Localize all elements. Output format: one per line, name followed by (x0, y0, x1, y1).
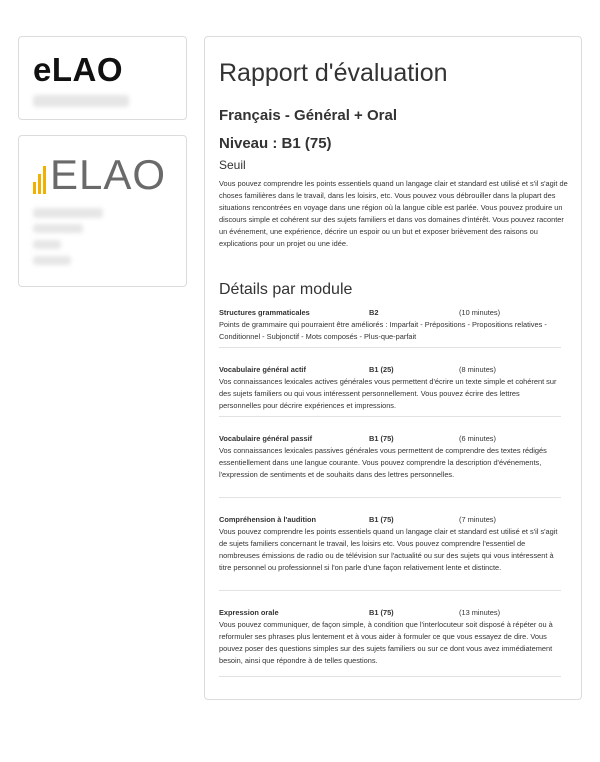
module-time: (7 minutes) (459, 515, 496, 524)
level-title: Niveau : B1 (75) (219, 135, 332, 152)
module-passive-vocabulary (219, 433, 561, 498)
module-level: B2 (369, 308, 379, 317)
module-time: (13 minutes) (459, 608, 501, 617)
profile-card (18, 135, 187, 287)
module-description: Vous pouvez communiquer, de façon simple, à condition que l'interlocuteur soit disposé à répéter ou à reformuler ses phrases plus lentement et à vous aider à formuler ce que vous essayez de dire. Vous pouvez poser des questions simples sur des sujets familiers ou sur ce dont vous avez immédiatement besoin, ainsi que répondre à de telles questions. (219, 620, 553, 665)
blurred-line-3 (33, 240, 61, 249)
course-title: Français - Général + Oral (219, 107, 398, 124)
module-level: B1 (75) (369, 434, 394, 443)
module-active-vocabulary (219, 364, 561, 417)
module-listening (219, 514, 561, 591)
module-name: Structures grammaticales (219, 308, 310, 317)
elao-logo (33, 151, 167, 198)
blurred-line-4 (33, 256, 71, 265)
module-level: B1 (75) (369, 515, 394, 524)
module-name: Vocabulaire général actif (219, 365, 306, 374)
module-name: Compréhension à l'audition (219, 515, 317, 524)
blurred-line-1 (33, 208, 103, 218)
module-time: (8 minutes) (459, 365, 496, 374)
module-name: Expression orale (219, 608, 279, 617)
module-description: Vous pouvez comprendre les points essentiels quand un langage clair et standard est utilisé et s'il s'agit de sujets familiers concernant le travail, les loisirs etc. Vous pouvez comprendre l'essentiel de nombreuses émissions de radio ou de télévision sur l'actualité ou sur des sujets qui vous intéressent à titre personnel ou professionnel si l'on parle d'une façon relativement lente et distincte. (219, 527, 558, 572)
module-grammar (219, 307, 561, 348)
module-time: (6 minutes) (459, 434, 496, 443)
module-name: Vocabulaire général passif (219, 434, 313, 443)
report-card (204, 36, 582, 700)
module-description: Points de grammaire qui pourraient être améliorés : Imparfait - Prépositions - Propositions relatives - Conditionnel - Subjonctif - Mots composés - Plus-que-parfait (219, 320, 547, 341)
level-description: Vous pouvez comprendre les points essentiels quand un langage clair et standard est utilisé et s'il s'agit de choses familières dans le travail, dans les loisirs, etc. Vous pouvez vous débrouiller dans la plupart des situations rencontrées en voyage dans une région où la langue cible est parlée. Vous pouvez produire un discours simple et cohérent sur des sujets familiers et dans vos domaines d'intérêt. Vous pouvez raconter un événement, une expérience, décrire un espoir ou un but et exposer brièvement des raisons ou explications pour un projet ou une idée. (219, 179, 568, 248)
logo-text: ELAO (50, 151, 167, 198)
blurred-subtitle (33, 95, 129, 107)
module-description: Vos connaissances lexicales actives générales vous permettent d'écrire un texte simple et cohérent sur des sujets familiers ou qui vous intéressent personnellement. Vous pouvez écrire des lettres personnelles pour décrire expériences et impressions. (219, 377, 557, 410)
brand-title: eLAO (33, 51, 124, 88)
module-oral-expression (219, 607, 561, 677)
logo-bars-icon (33, 162, 46, 194)
module-description: Vos connaissances lexicales passives générales vous permettent de comprendre des textes rédigés essentiellement dans une langue courante. Vous pouvez comprendre la description d'événements, l'expression de sentiments et de souhaits dans des lettres personnelles. (219, 446, 547, 479)
report-title: Rapport d'évaluation (219, 59, 448, 87)
modules-title: Détails par module (219, 281, 353, 298)
module-time: (10 minutes) (459, 308, 501, 317)
module-level: B1 (25) (369, 365, 394, 374)
brand-card (18, 36, 187, 120)
blurred-line-2 (33, 224, 83, 233)
module-level: B1 (75) (369, 608, 394, 617)
level-name: Seuil (219, 158, 246, 172)
